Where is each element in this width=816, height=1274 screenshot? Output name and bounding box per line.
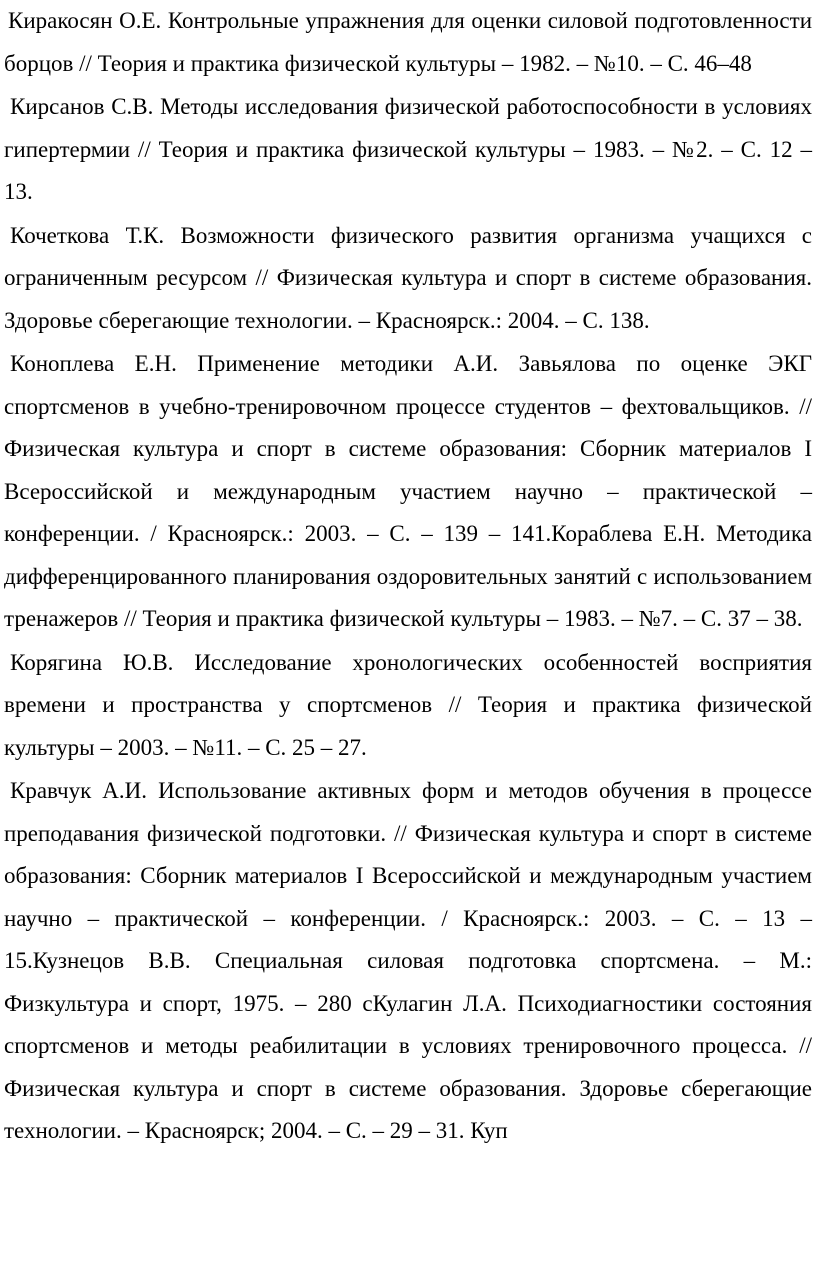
- reference-entry-kochetkova: Кочеткова Т.К. Возможности физического развития организма учащихся с ограниченным ресурсом // Физическая культура и спорт в системе образования. Здоровье сберегающие технологии. – Красноярск.: 2004. – С. 138.: [4, 222, 812, 333]
- reference-entry-kravchuk: Кравчук А.И. Использование активных форм и методов обучения в процессе преподавания физической подготовки. // Физическая культура и спорт в системе образования: Сборник материалов I Всероссийской и международным участием научно – практической – конференции. / Красноярск.: 2003. – С. – 13 – 15.Кузнецов В.В. Специальная силовая подготовка спортсмена. – М.: Физкультура и спорт, 1975. – 280 сКулагин Л.А. Психодиагностики состояния спортсменов и методы реабилитации в условиях тренировочного процесса. // Физическая культура и спорт в системе образования. Здоровье сберегающие технологии. – Красноярск; 2004. – С. – 29 – 31. Куп: [4, 778, 812, 1143]
- reference-entry-kirakosyan: Киракосян О.Е. Контрольные упражнения для оценки силовой подготовленности борцов // Теория и практика физической культуры – 1982. – №10. – С. 46–48: [4, 8, 812, 76]
- reference-entry-koryagina: Корягина Ю.В. Исследование хронологических особенностей восприятия времени и пространства у спортсменов // Теория и практика физической культуры – 2003. – №11. – С. 25 – 27.: [4, 649, 812, 760]
- reference-entry-kirsanov: Кирсанов С.В. Методы исследования физической работоспособности в условиях гипертермии // Теория и практика физической культуры – 1983. – №2. – С. 12 – 13.: [4, 94, 812, 204]
- document-page: [4, 0, 812, 1153]
- reference-entry-konopleva: Коноплева Е.Н. Применение методики А.И. Завьялова по оценке ЭКГ спортсменов в учебно-тренировочном процессе студентов – фехтовальщиков. // Физическая культура и спорт в системе образования: Сборник материалов I Всероссийской и международным участием научно – практической – конференции. / Красноярск.: 2003. – С. – 139 – 141.Кораблева Е.Н. Методика дифференцированного планирования оздоровительных занятий с использованием тренажеров // Теория и практика физической культуры – 1983. – №7. – С. 37 – 38.: [4, 351, 812, 631]
